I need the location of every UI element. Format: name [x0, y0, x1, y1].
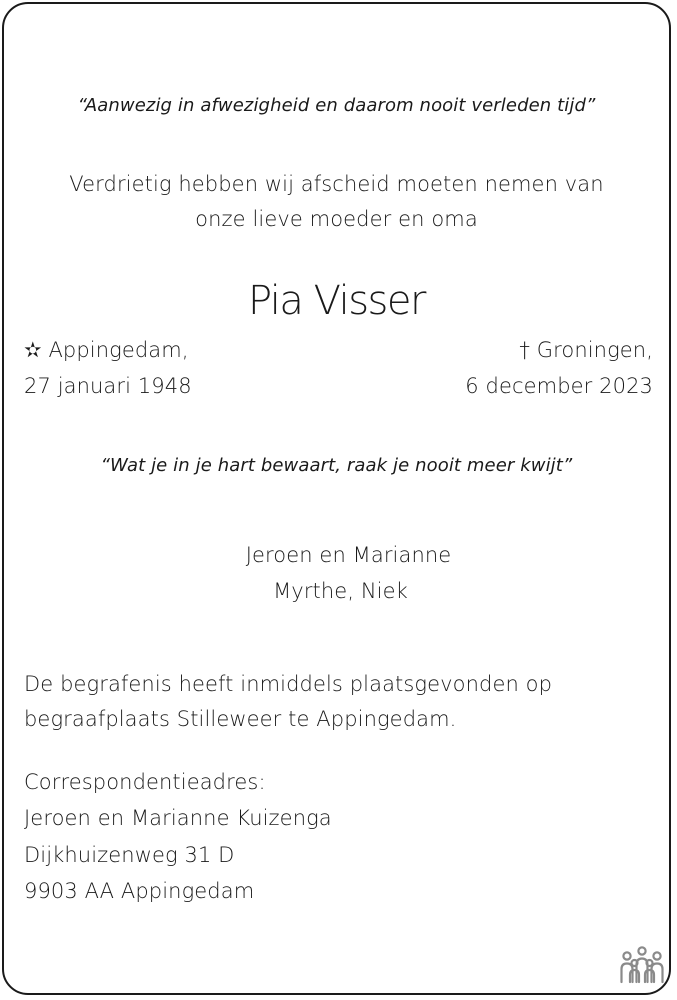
death-date: 6 december 2023 [465, 374, 653, 398]
funeral-line-2: begraafplaats Stilleweer te Appingedam. [24, 707, 457, 731]
death-place: † Groningen, [519, 338, 653, 362]
correspondence-name: Jeroen en Marianne Kuizenga [24, 806, 332, 830]
people-group-icon [619, 945, 665, 985]
announcement-line-1: Verdrietig hebben wij afscheid moeten nemen van [69, 172, 604, 196]
funeral-line-1: De begrafenis heeft inmiddels plaatsgevonden op [24, 672, 553, 696]
deceased-name: Pia Visser [248, 278, 425, 324]
relatives-line-2: Myrthe, Niek [273, 579, 408, 603]
opening-quote: “Aanwezig in afwezigheid en daarom nooit verleden tijd” [77, 95, 596, 116]
relatives-line-1: Jeroen en Marianne [245, 543, 452, 567]
birth-place: ✫ Appingedam, [24, 338, 189, 362]
announcement-line-2: onze lieve moeder en oma [195, 207, 478, 231]
second-quote: “Wat je in je hart bewaart, raak je nooit meer kwijt” [100, 455, 573, 476]
correspondence-street: Dijkhuizenweg 31 D [24, 843, 235, 867]
correspondence-postal-city: 9903 AA Appingedam [24, 879, 255, 903]
birth-date: 27 januari 1948 [24, 374, 192, 398]
correspondence-heading: Correspondentieadres: [24, 770, 266, 794]
